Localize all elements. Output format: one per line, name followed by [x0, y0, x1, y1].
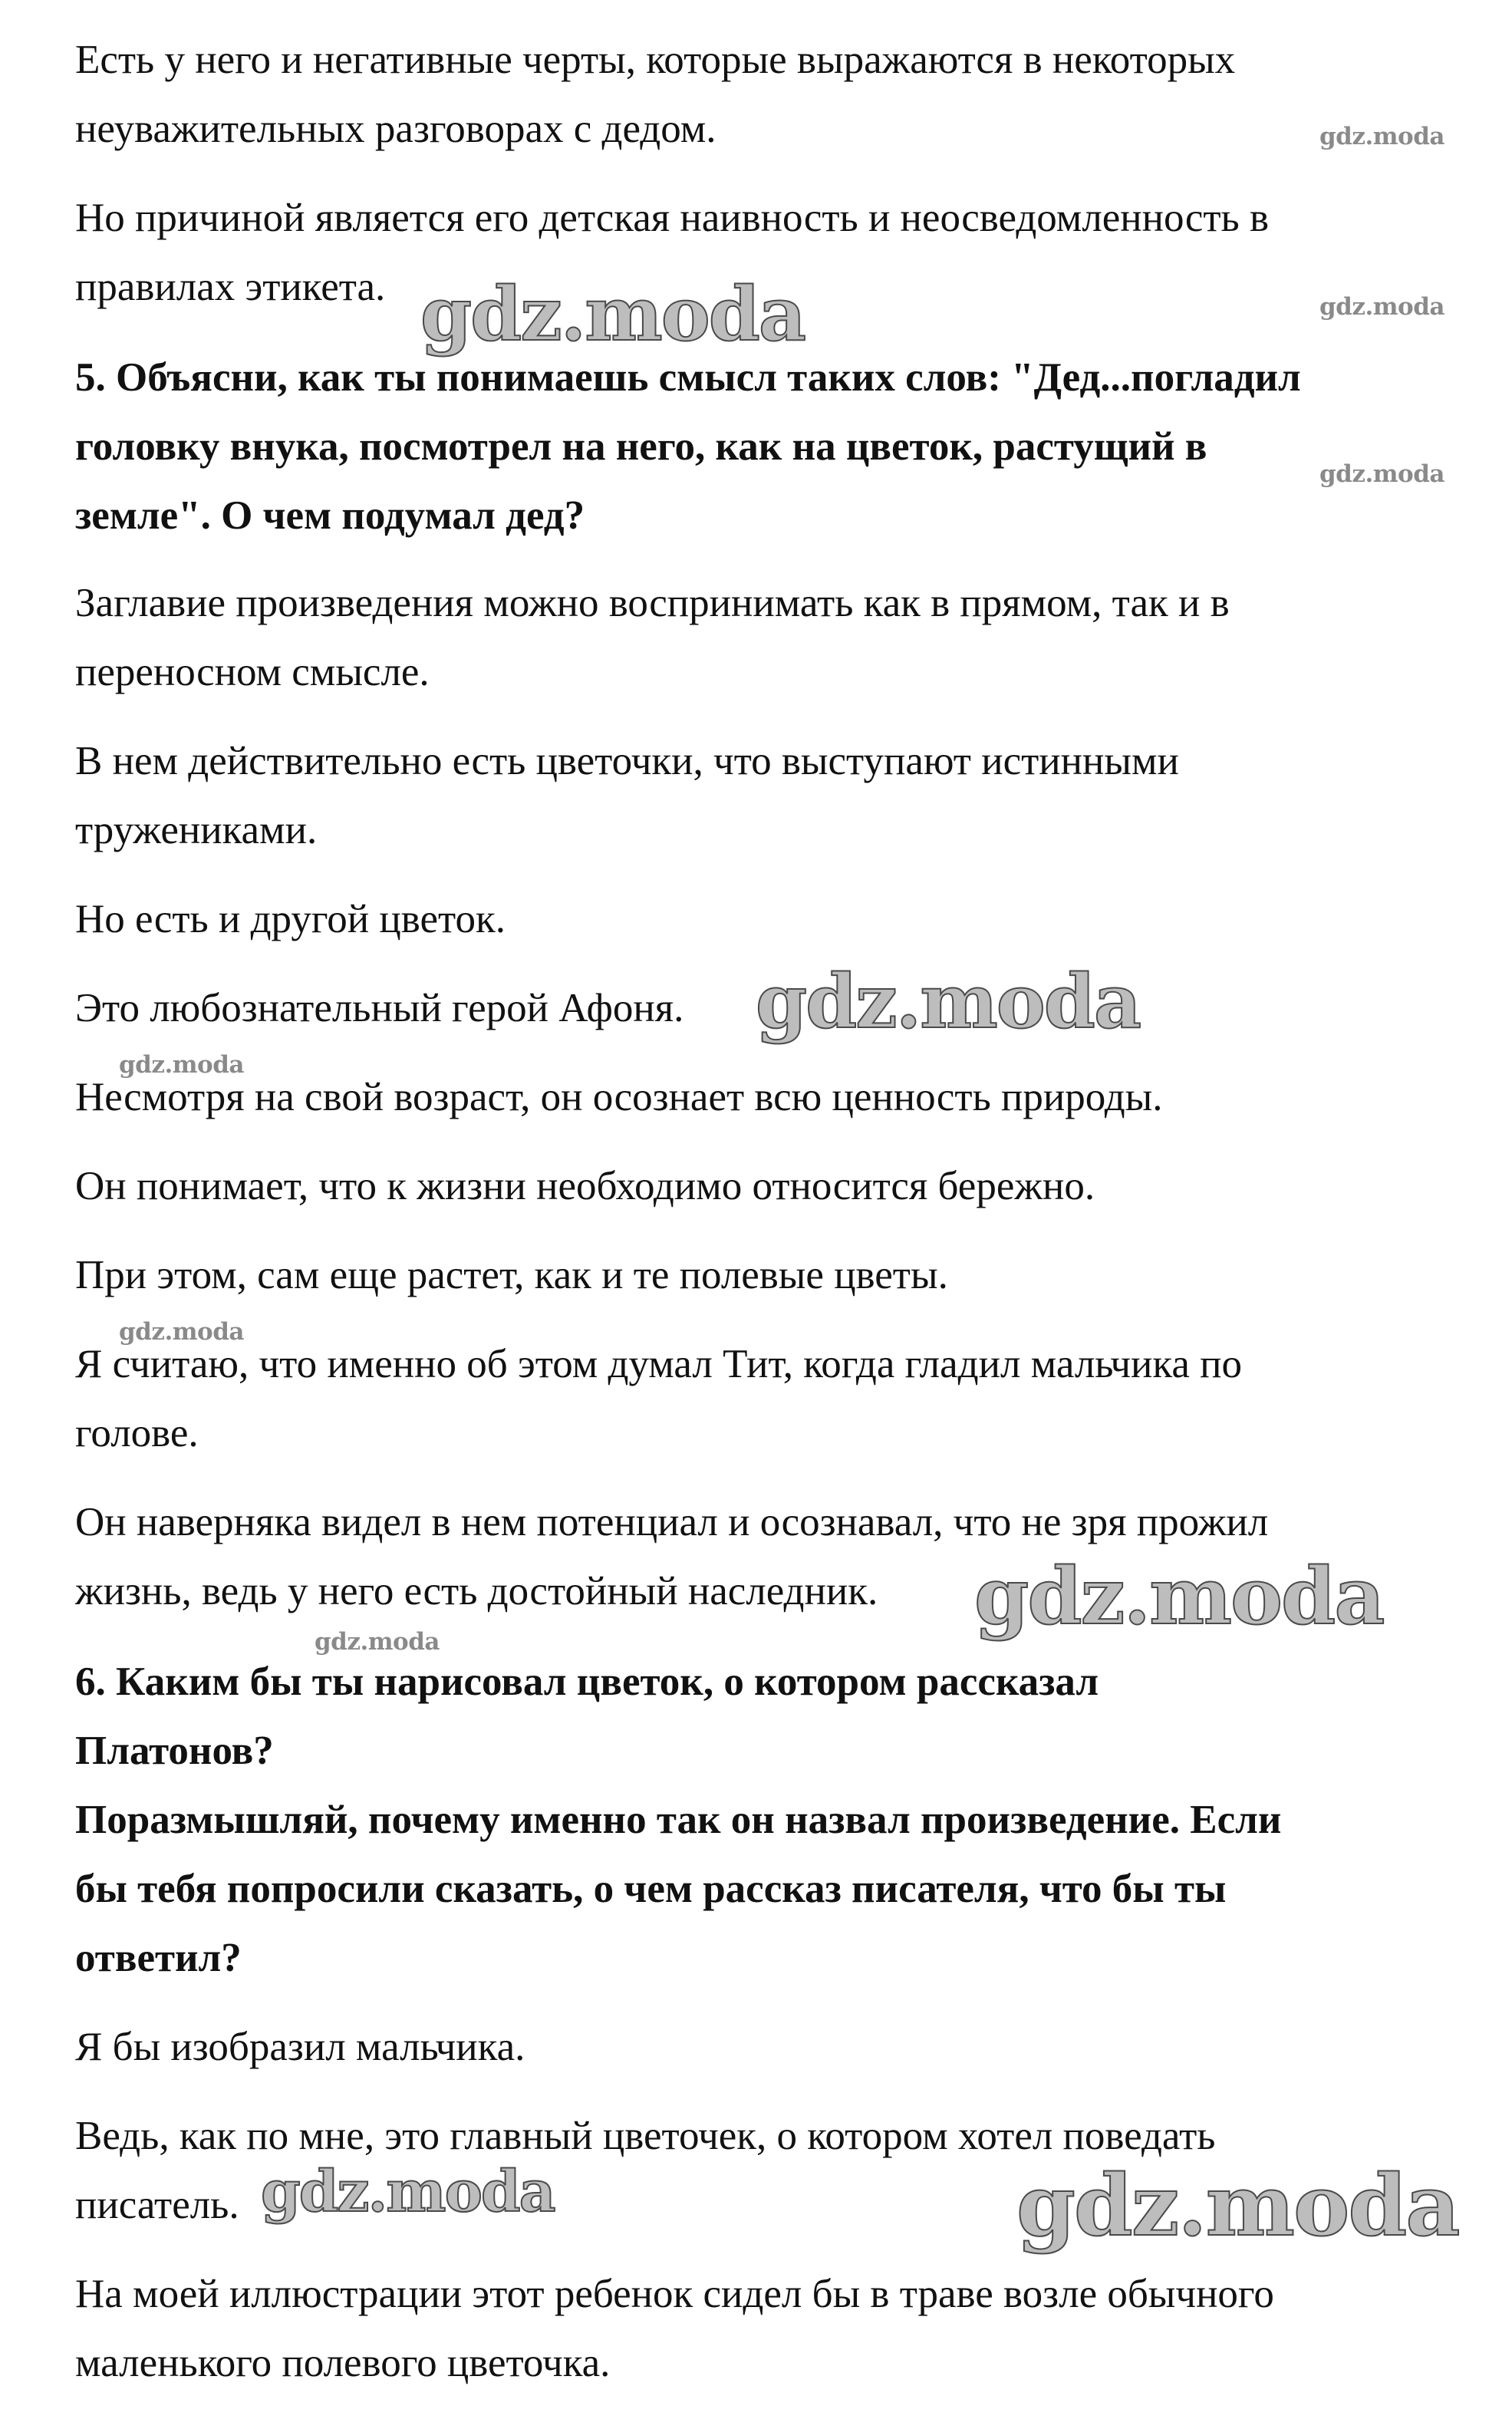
watermark-large: gdz.moda — [756, 958, 1141, 1045]
text-line: писатель. — [75, 2183, 239, 2227]
text-line: Это любознательный герой Афоня. — [75, 986, 684, 1030]
text-line: В нем действительно есть цветочки, что выступают истинными — [75, 739, 1179, 783]
text-line: Есть у него и негативные черты, которые выражаются в некоторых — [75, 38, 1236, 82]
watermark-small: gdz.moda — [1319, 293, 1444, 321]
text-line: Ведь, как по мне, это главный цветочек, о котором хотел поведать — [75, 2114, 1216, 2158]
text-line: маленького полевого цветочка. — [75, 2341, 611, 2385]
question-5: земле". О чем подумал дед? — [75, 493, 585, 538]
watermark-large: gdz.moda — [261, 2159, 555, 2225]
text-line: голове. — [75, 1411, 199, 1455]
text-line: Я считаю, что именно об этом думал Тит, когда гладил мальчика по — [75, 1342, 1243, 1386]
watermark-small: gdz.moda — [315, 1628, 440, 1656]
watermark-small: gdz.moda — [1319, 460, 1444, 488]
text-line: жизнь, ведь у него есть достойный наследник. — [75, 1569, 878, 1613]
text-line: правилах этикета. — [75, 265, 386, 309]
text-line: неуважительных разговорах с дедом. — [75, 107, 716, 151]
text-line: Но причиной является его детская наивность и неосведомленность в — [75, 196, 1269, 240]
text-line: Он понимает, что к жизни необходимо относится бережно. — [75, 1164, 1095, 1208]
text-line: переносном смысле. — [75, 650, 430, 694]
text-line: Несмотря на свой возраст, он осознает всю ценность природы. — [75, 1075, 1163, 1119]
question-6: Поразмышляй, почему именно так он назвал произведение. Если — [75, 1798, 1282, 1842]
text-line: Но есть и другой цветок. — [75, 897, 506, 941]
watermark-small: gdz.moda — [119, 1051, 244, 1079]
text-line: Заглавие произведения можно воспринимать как в прямом, так и в — [75, 581, 1230, 625]
watermark-large: gdz.moda — [420, 271, 805, 358]
question-5: 5. Объясни, как ты понимаешь смысл таких слов: "Дед...погладил — [75, 355, 1301, 400]
text-line: тружениками. — [75, 808, 318, 852]
watermark-large: gdz.moda — [974, 1551, 1384, 1643]
text-line: На моей иллюстрации этот ребенок сидел бы в траве возле обычного — [75, 2272, 1274, 2316]
watermark-small: gdz.moda — [119, 1318, 244, 1346]
text-line: Я бы изобразил мальчика. — [75, 2025, 525, 2069]
watermark-small: gdz.moda — [1319, 123, 1444, 150]
question-6: бы тебя попросили сказать, о чем рассказ писателя, что бы ты — [75, 1867, 1227, 1911]
watermark-large: gdz.moda — [1016, 2156, 1459, 2255]
question-6: ответил? — [75, 1936, 242, 1980]
question-6: 6. Каким бы ты нарисовал цветок, о котором рассказал — [75, 1659, 1099, 1704]
question-6: Платонов? — [75, 1729, 274, 1773]
question-5: головку внука, посмотрел на него, как на цветок, растущий в — [75, 424, 1207, 469]
text-line: Он наверняка видел в нем потенциал и осознавал, что не зря прожил — [75, 1500, 1269, 1544]
text-line: При этом, сам еще растет, как и те полевые цветы. — [75, 1253, 948, 1297]
